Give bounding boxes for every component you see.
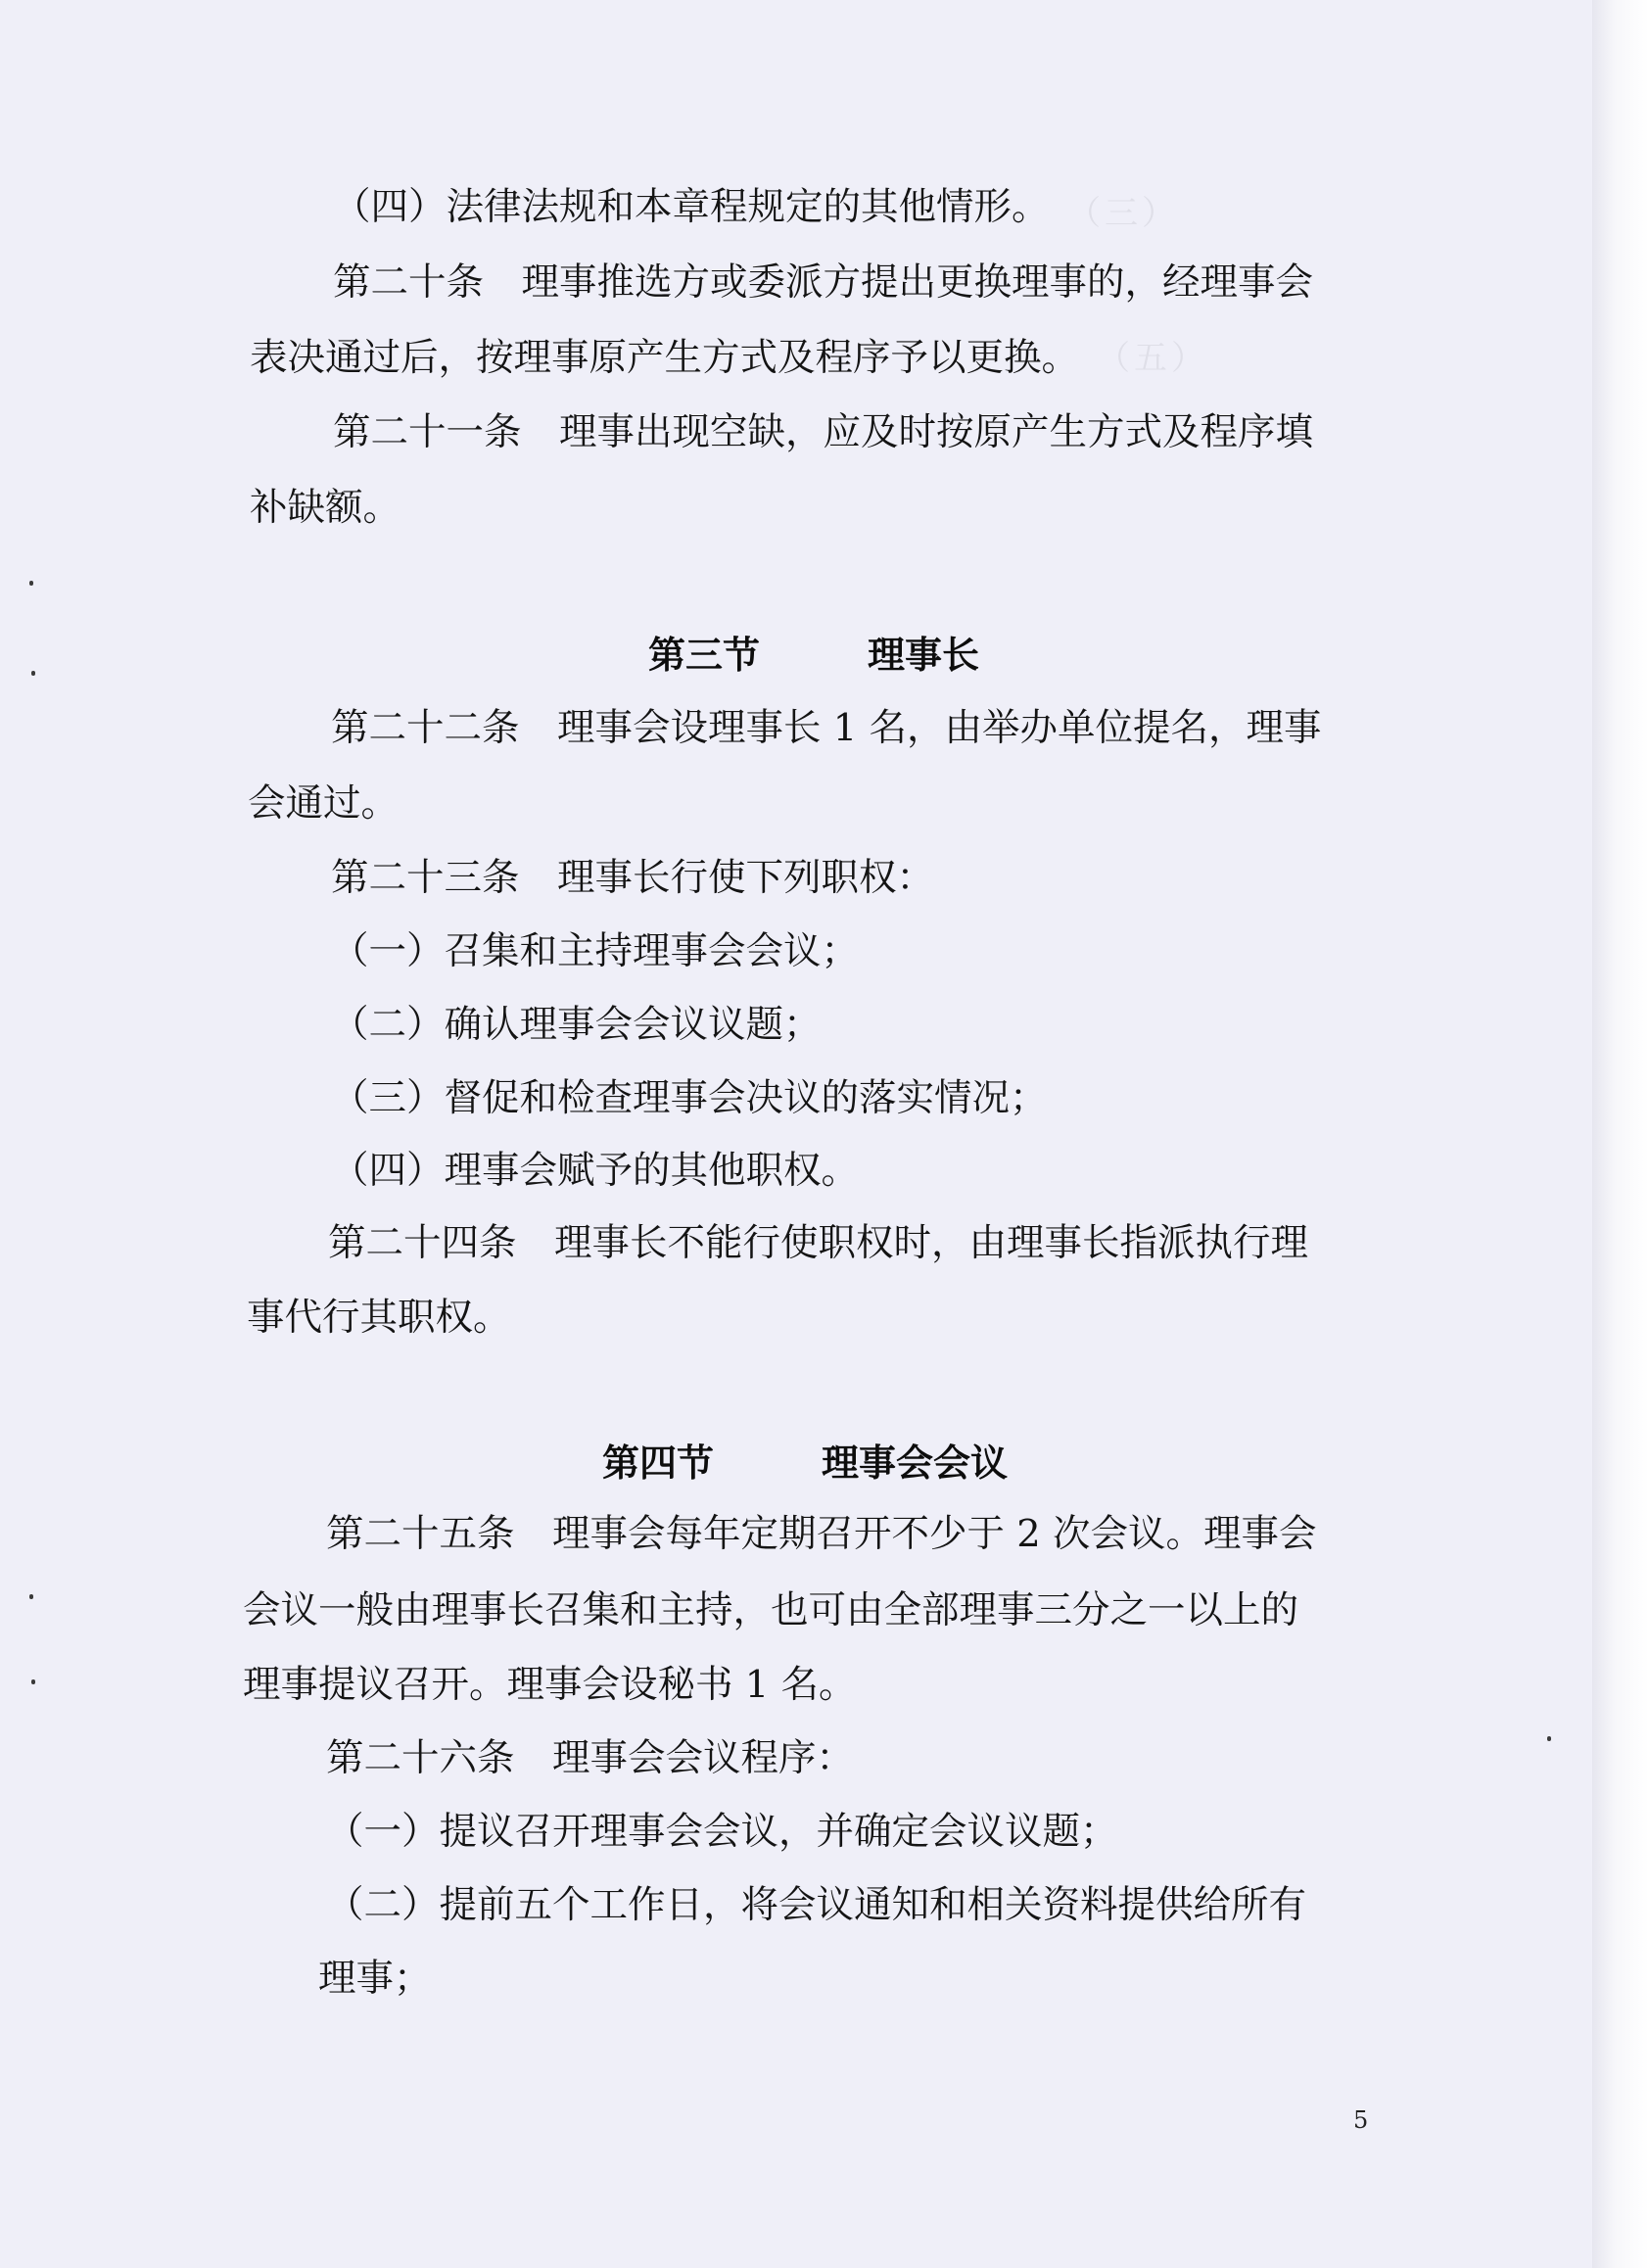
- text-line: 第二十条 理事推选方或委派方提出更换理事的，经理事会: [333, 260, 1314, 305]
- section-title: 理事长: [868, 633, 980, 677]
- text-line: （四）理事会赋予的其他职权。: [331, 1149, 860, 1193]
- scan-speck: [31, 1679, 35, 1684]
- bleed-through-text: （三）: [1067, 194, 1179, 233]
- text-line: （三）督促和检查理事会决议的落实情况；: [331, 1076, 1048, 1120]
- page-number: 5: [1353, 2106, 1369, 2134]
- scanner-edge: [1592, 0, 1649, 2268]
- text-line: 事代行其职权。: [247, 1296, 511, 1340]
- text-line: 第二十四条 理事长不能行使职权时，由理事长指派执行理: [328, 1221, 1309, 1265]
- section-heading: [602, 1441, 1009, 1485]
- section-heading: [648, 633, 980, 677]
- text-line: 第二十三条 理事长行使下列职权：: [331, 856, 935, 900]
- bleed-through-text: [186, 554, 1116, 602]
- bleed-through-text: （五）: [1097, 339, 1208, 378]
- text-line: （二）提前五个工作日，将会议通知和相关资料提供给所有: [326, 1883, 1307, 1927]
- text-line: （一）召集和主持理事会会议；: [331, 929, 860, 973]
- text-line: 第二十五条 理事会每年定期召开不少于 2 次会议。理事会: [326, 1512, 1317, 1556]
- bleed-through-text: [842, 793, 1289, 841]
- text-line: （二）确认理事会会议议题；: [331, 1003, 822, 1047]
- text-line: 会通过。: [248, 781, 400, 826]
- text-line: 第二十一条 理事出现空缺，应及时按原产生方式及程序填: [333, 410, 1314, 454]
- section-title: 理事会会议: [822, 1441, 1009, 1485]
- section-number: 第三节: [648, 633, 761, 677]
- text-line: 表决通过后，按理事原产生方式及程序予以更换。: [250, 336, 1080, 380]
- text-line: （四）法律法规和本章程规定的其他情形。: [333, 185, 1050, 229]
- text-line: （一）提议召开理事会会议，并确定会议议题；: [326, 1810, 1118, 1854]
- text-line: 第二十六条 理事会会议程序：: [326, 1736, 855, 1780]
- scan-speck: [29, 581, 33, 586]
- scan-speck: [1547, 1736, 1551, 1741]
- section-number: 第四节: [602, 1441, 715, 1485]
- text-line: 理事提议召开。理事会设秘书 1 名。: [243, 1663, 857, 1707]
- text-line: 第二十二条 理事会设理事长 1 名，由举办单位提名，理事: [331, 706, 1322, 750]
- text-line: 会议一般由理事长召集和主持，也可由全部理事三分之一以上的: [243, 1588, 1299, 1632]
- text-line: 补缺额。: [250, 486, 401, 530]
- scan-speck: [31, 671, 35, 676]
- text-line: 理事；: [318, 1957, 432, 2001]
- scan-speck: [29, 1594, 33, 1599]
